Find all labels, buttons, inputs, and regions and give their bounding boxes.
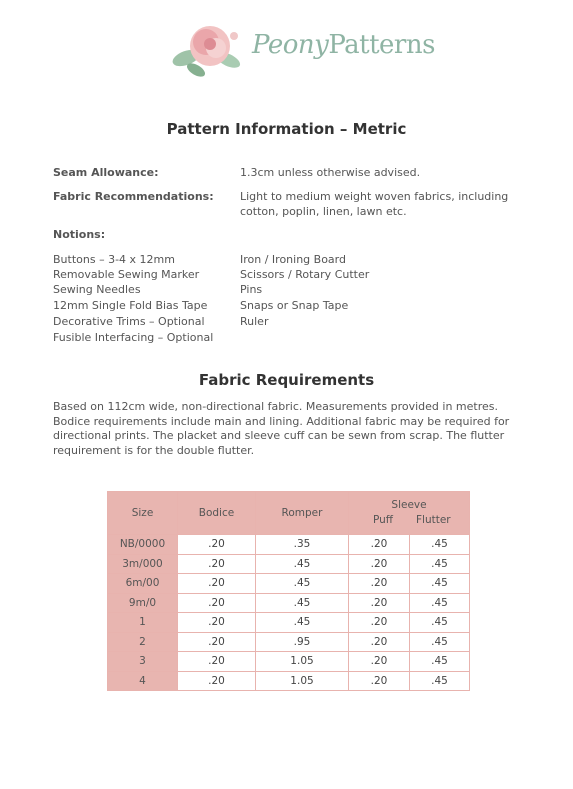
romper-cell: .45 bbox=[256, 593, 349, 613]
header-sleeve-label: Sleeve bbox=[391, 499, 427, 511]
bodice-cell: .20 bbox=[178, 574, 256, 594]
header-bodice: Bodice bbox=[178, 492, 256, 535]
table-row bbox=[108, 671, 470, 691]
size-cell: 2 bbox=[108, 632, 178, 652]
flutter-cell: .45 bbox=[410, 554, 470, 574]
peony-flower-icon bbox=[166, 16, 250, 80]
size-cell: NB/0000 bbox=[108, 535, 178, 555]
bodice-cell: .20 bbox=[178, 671, 256, 691]
notion-item: Ruler bbox=[240, 315, 269, 328]
size-cell: 3 bbox=[108, 652, 178, 672]
romper-cell: .45 bbox=[256, 574, 349, 594]
header-romper: Romper bbox=[256, 492, 349, 535]
bodice-cell: .20 bbox=[178, 613, 256, 633]
romper-cell: .45 bbox=[256, 554, 349, 574]
notions-label: Notions: bbox=[53, 228, 106, 241]
puff-cell: .20 bbox=[349, 574, 410, 594]
fabric-requirements-table bbox=[107, 491, 470, 691]
fabric-rec-line: Light to medium weight woven fabrics, including bbox=[240, 190, 509, 203]
puff-cell: .20 bbox=[349, 593, 410, 613]
notion-item: Scissors / Rotary Cutter bbox=[240, 268, 370, 281]
romper-cell: 1.05 bbox=[256, 671, 349, 691]
seam-allowance-value: 1.3cm unless otherwise advised. bbox=[240, 166, 421, 179]
notion-item: Iron / Ironing Board bbox=[240, 253, 346, 266]
romper-cell: .45 bbox=[256, 613, 349, 633]
flutter-cell: .45 bbox=[410, 671, 470, 691]
flutter-cell: .45 bbox=[410, 593, 470, 613]
puff-cell: .20 bbox=[349, 632, 410, 652]
fabric-rec-line: cotton, poplin, linen, lawn etc. bbox=[240, 205, 407, 218]
puff-cell: .20 bbox=[349, 554, 410, 574]
paragraph-line: Based on 112cm wide, non-directional fabric. Measurements provided in metres. bbox=[53, 400, 499, 413]
puff-cell: .20 bbox=[349, 671, 410, 691]
flutter-cell: .45 bbox=[410, 613, 470, 633]
puff-cell: .20 bbox=[349, 535, 410, 555]
header-size: Size bbox=[108, 492, 178, 535]
table-row bbox=[108, 574, 470, 594]
bodice-cell: .20 bbox=[178, 593, 256, 613]
notion-item: Snaps or Snap Tape bbox=[240, 299, 349, 312]
fabric-recommendations-label: Fabric Recommendations: bbox=[53, 190, 214, 203]
size-cell: 6m/00 bbox=[108, 574, 178, 594]
notion-item: 12mm Single Fold Bias Tape bbox=[53, 299, 208, 312]
table-row bbox=[108, 535, 470, 555]
romper-cell: .95 bbox=[256, 632, 349, 652]
header-sleeve bbox=[349, 492, 470, 535]
table-row bbox=[108, 632, 470, 652]
size-cell: 4 bbox=[108, 671, 178, 691]
header-flutter: Flutter bbox=[416, 514, 451, 526]
notion-item: Fusible Interfacing – Optional bbox=[53, 331, 214, 344]
bodice-cell: .20 bbox=[178, 652, 256, 672]
notion-item: Pins bbox=[240, 283, 263, 296]
romper-cell: .35 bbox=[256, 535, 349, 555]
header-puff: Puff bbox=[373, 514, 394, 526]
table-row bbox=[108, 593, 470, 613]
seam-allowance-label: Seam Allowance: bbox=[53, 166, 159, 179]
notion-item: Removable Sewing Marker bbox=[53, 268, 200, 281]
fabric-requirements-paragraph bbox=[53, 400, 523, 458]
fabric-requirements-title: Fabric Requirements bbox=[198, 371, 375, 389]
notion-item: Decorative Trims – Optional bbox=[53, 315, 205, 328]
puff-cell: .20 bbox=[349, 613, 410, 633]
flutter-cell: .45 bbox=[410, 535, 470, 555]
bodice-cell: .20 bbox=[178, 535, 256, 555]
bodice-cell: .20 bbox=[178, 554, 256, 574]
flutter-cell: .45 bbox=[410, 652, 470, 672]
brand-part1: Peony bbox=[252, 30, 329, 60]
paragraph-line: directional prints. The placket and sleeve cuff can be sewn from scrap. The flutter bbox=[53, 429, 505, 442]
size-cell: 1 bbox=[108, 613, 178, 633]
fabric-recommendations-value bbox=[240, 189, 508, 219]
notion-item: Buttons – 3-4 x 12mm bbox=[53, 253, 175, 266]
notion-item: Sewing Needles bbox=[53, 283, 141, 296]
brand-wordmark bbox=[252, 30, 435, 60]
table-row bbox=[108, 554, 470, 574]
puff-cell: .20 bbox=[349, 652, 410, 672]
page-title: Pattern Information – Metric bbox=[166, 120, 407, 138]
flutter-cell: .45 bbox=[410, 632, 470, 652]
brand-part2: Patterns bbox=[328, 30, 435, 60]
paragraph-line: requirement is for the double flutter. bbox=[53, 443, 255, 457]
table-row bbox=[108, 613, 470, 633]
romper-cell: 1.05 bbox=[256, 652, 349, 672]
size-cell: 9m/0 bbox=[108, 593, 178, 613]
size-cell: 3m/000 bbox=[108, 554, 178, 574]
logo bbox=[166, 16, 435, 80]
flutter-cell: .45 bbox=[410, 574, 470, 594]
table-row bbox=[108, 652, 470, 672]
bodice-cell: .20 bbox=[178, 632, 256, 652]
paragraph-line: Bodice requirements include main and lining. Additional fabric may be required for bbox=[53, 414, 510, 428]
